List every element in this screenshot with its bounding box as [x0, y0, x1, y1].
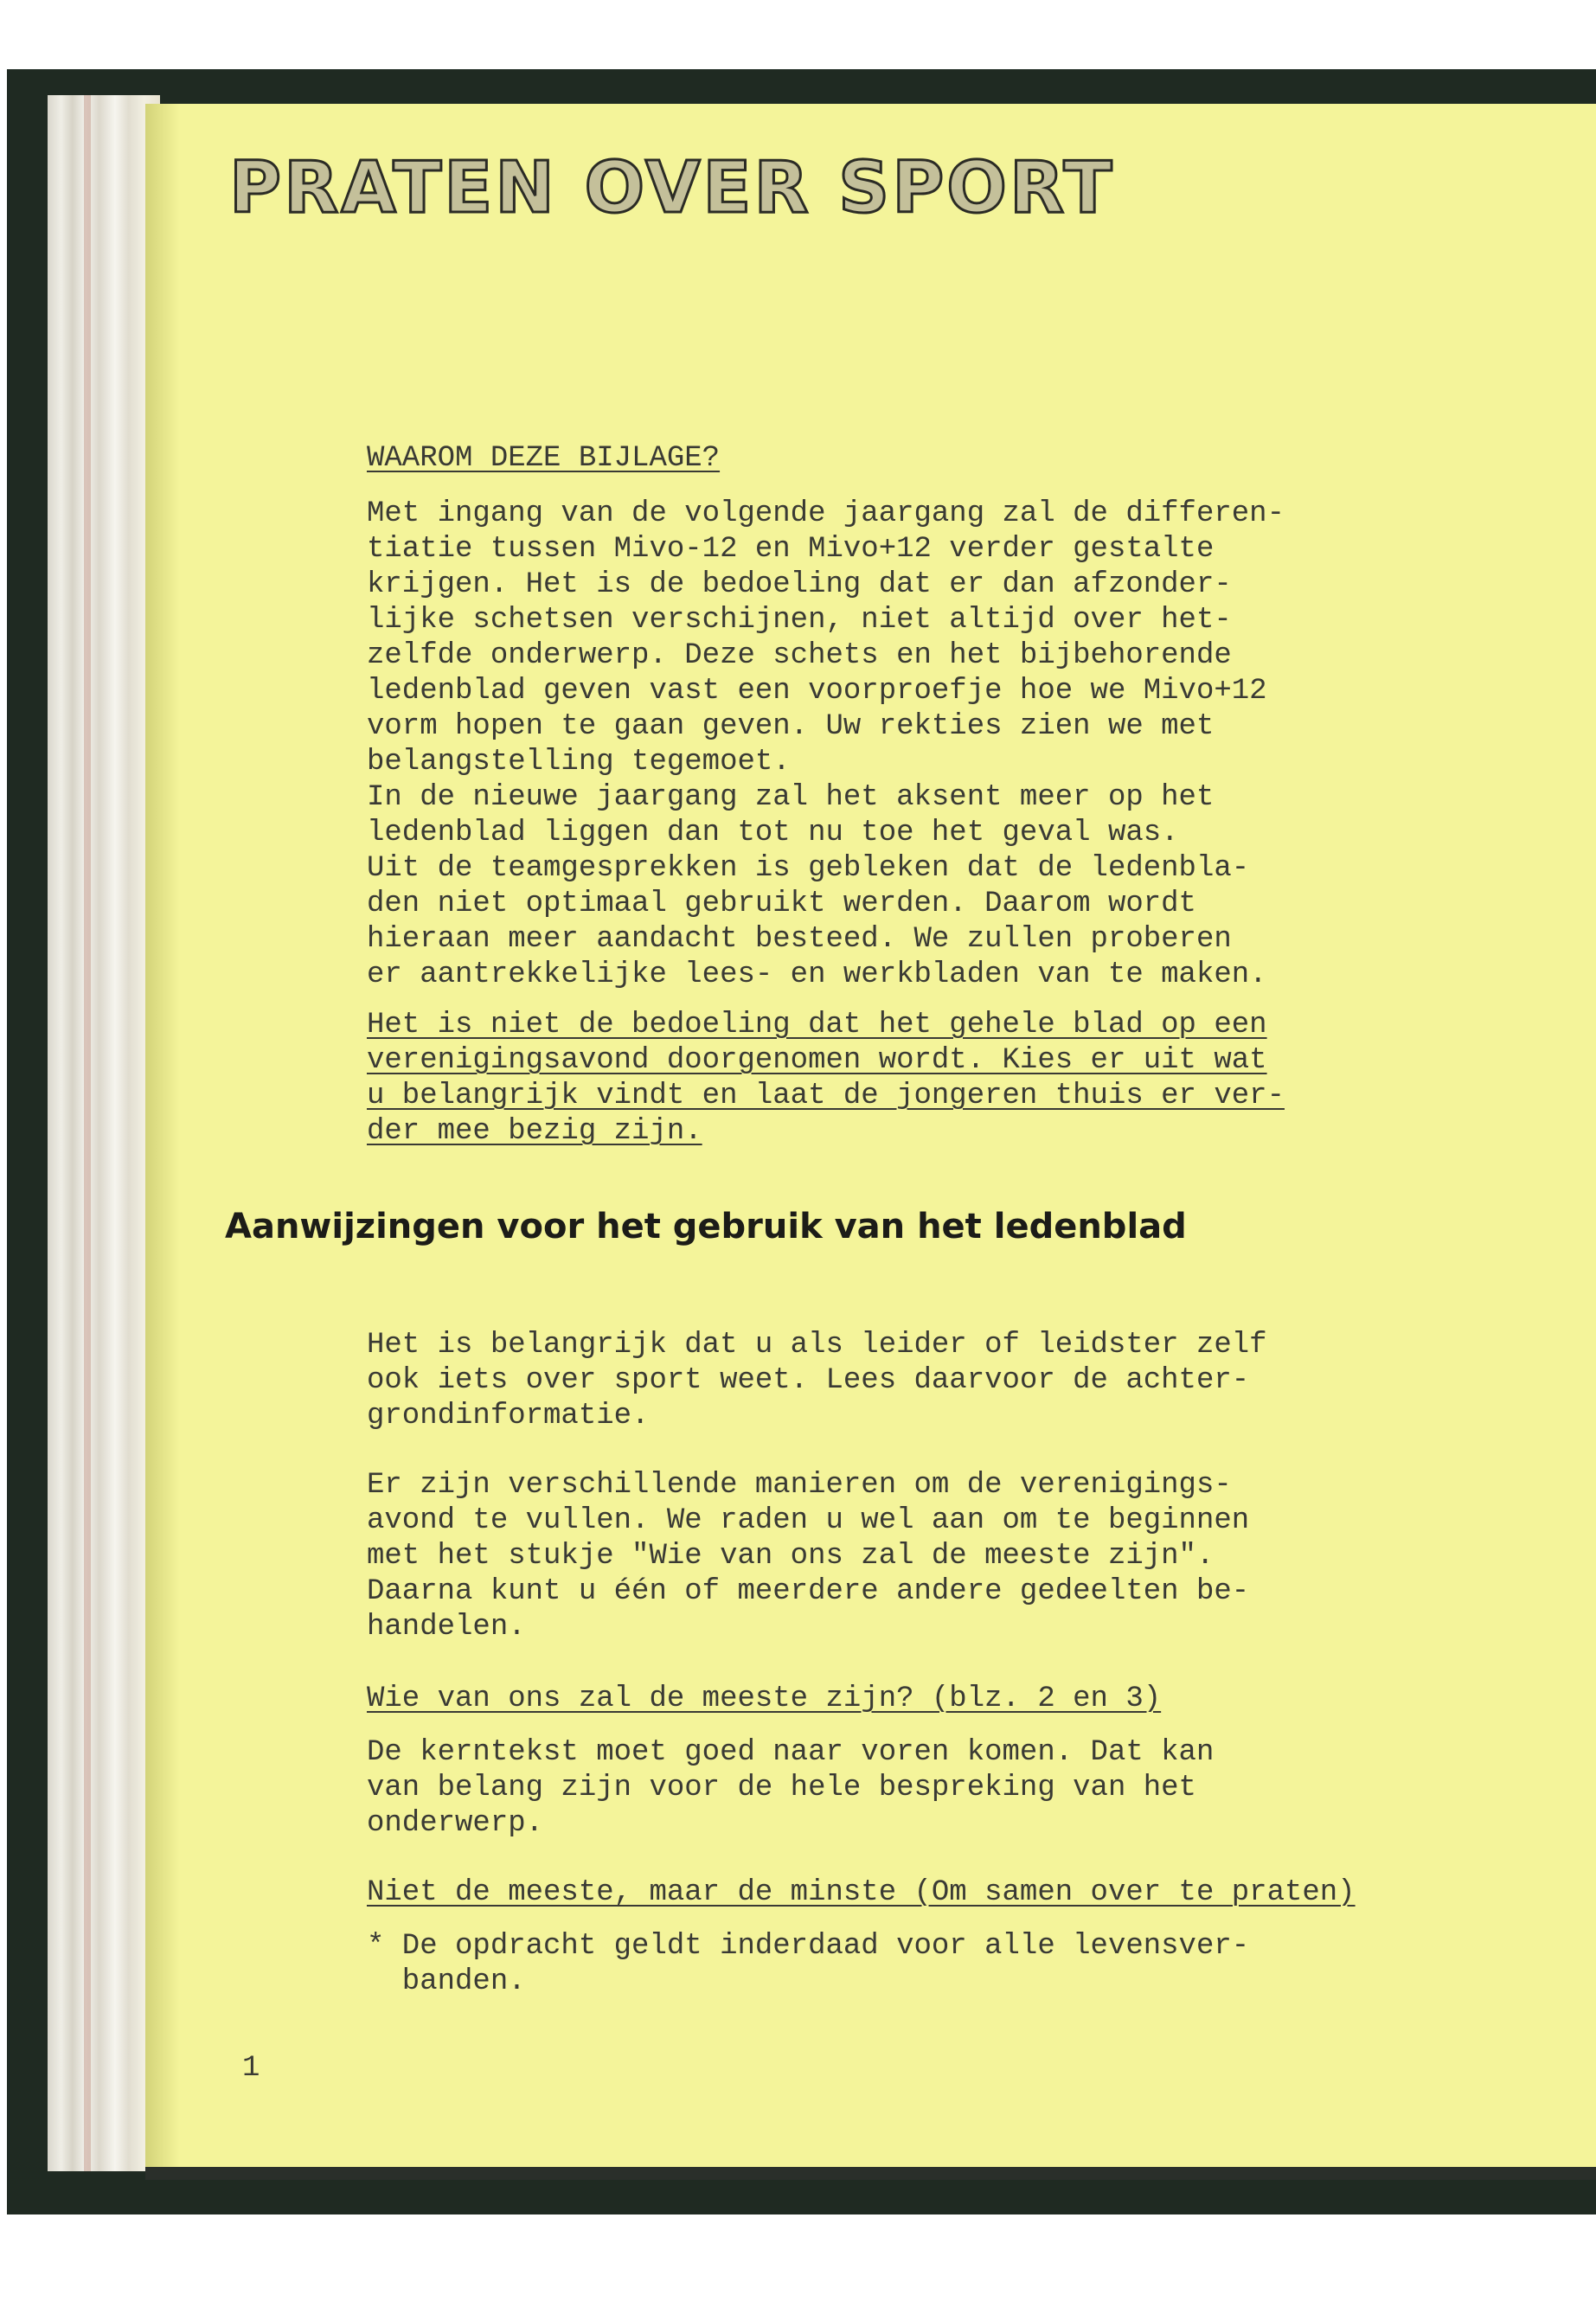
page-title: PRATEN OVER SPORT — [229, 147, 1115, 229]
text-line: ook iets over sport weet. Lees daarvoor de achter- — [367, 1364, 1250, 1397]
text-line: * De opdracht geldt inderdaad voor alle levensver- — [367, 1930, 1250, 1963]
text-line: grondinformatie. — [367, 1400, 650, 1433]
text-line: vorm hopen te gaan geven. Uw rekties zien we met — [367, 710, 1215, 743]
text-line: met het stukje "Wie van ons zal de meeste zijn". — [367, 1540, 1215, 1573]
text-line: Daarna kunt u één of meerdere andere gedeelten be- — [367, 1575, 1250, 1608]
text-line: van belang zijn voor de hele bespreking van het — [367, 1772, 1196, 1804]
text-line: Uit de teamgesprekken is gebleken dat de ledenbla- — [367, 852, 1250, 885]
text-line: Het is niet de bedoeling dat het gehele blad op een — [367, 1009, 1267, 1042]
section2-paragraph1 — [367, 1328, 1267, 1434]
text-line: lijke schetsen verschijnen, niet altijd over het- — [367, 604, 1232, 637]
text-line: den niet optimaal gebruikt werden. Daarom wordt — [367, 888, 1196, 920]
section-heading-aanwijzingen: Aanwijzingen voor het gebruik van het ledenblad — [225, 1207, 1187, 1247]
page-edges — [48, 95, 160, 2171]
text-line: ledenblad liggen dan tot nu toe het geval was. — [367, 817, 1179, 849]
subsection1-text — [367, 1735, 1214, 1842]
text-line: der mee bezig zijn. — [367, 1115, 702, 1148]
text-line: Er zijn verschillende manieren om de verenigings- — [367, 1469, 1232, 1502]
text-line: ledenblad geven vast een voorproefje hoe we Mivo+12 — [367, 675, 1267, 708]
text-line: hieraan meer aandacht besteed. We zullen proberen — [367, 923, 1232, 956]
subheading-wie-van-ons: Wie van ons zal de meeste zijn? (blz. 2 en 3) — [367, 1682, 1162, 1715]
text-line: belangstelling tegemoet. — [367, 746, 791, 779]
section1-paragraph2-underlined — [367, 1008, 1285, 1150]
page-number: 1 — [242, 2052, 260, 2085]
binder-bottom-edge — [145, 2167, 1596, 2180]
text-line: handelen. — [367, 1611, 526, 1644]
text-line: zelfde onderwerp. Deze schets en het bijbehorende — [367, 639, 1232, 672]
text-line: banden. — [367, 1965, 526, 1998]
text-line: In de nieuwe jaargang zal het aksent meer op het — [367, 781, 1215, 814]
text-line: krijgen. Het is de bedoeling dat er dan afzonder- — [367, 568, 1232, 601]
subsection2-text — [367, 1929, 1249, 2000]
page-shadow — [145, 104, 180, 2180]
text-line: u belangrijk vindt en laat de jongeren thuis er ver- — [367, 1080, 1285, 1112]
text-line: er aantrekkelijke lees- en werkbladen van te maken. — [367, 958, 1267, 991]
section2-paragraph2 — [367, 1468, 1249, 1645]
page-edge-tint — [84, 95, 91, 2171]
text-line: tiatie tussen Mivo-12 en Mivo+12 verder gestalte — [367, 533, 1215, 566]
text-line: onderwerp. — [367, 1807, 544, 1840]
text-line: verenigingsavond doorgenomen wordt. Kies er uit wat — [367, 1044, 1267, 1077]
subheading-niet-de-meeste: Niet de meeste, maar de minste (Om samen over te praten) — [367, 1876, 1356, 1909]
text-line: Het is belangrijk dat u als leider of leidster zelf — [367, 1329, 1267, 1362]
text-line: De kerntekst moet goed naar voren komen. Dat kan — [367, 1736, 1215, 1769]
section1-paragraph1 — [367, 497, 1285, 993]
text-line: avond te vullen. We raden u wel aan om te beginnen — [367, 1504, 1250, 1537]
text-line: Met ingang van de volgende jaargang zal de differen- — [367, 497, 1285, 530]
section-heading-waarom: WAAROM DEZE BIJLAGE? — [367, 442, 721, 475]
